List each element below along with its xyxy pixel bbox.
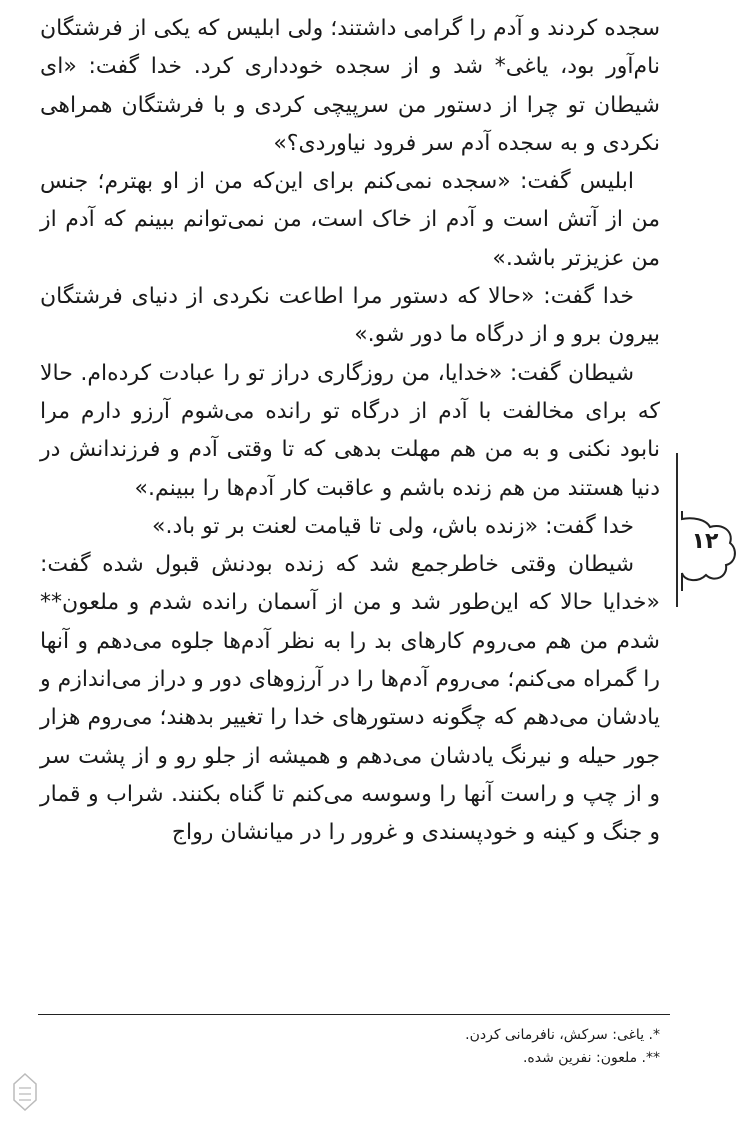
footnote-2: **. ملعون: نفرین شده. bbox=[522, 1050, 660, 1066]
margin-rule bbox=[676, 453, 678, 607]
paragraph-6: شیطان وقتی خاطرجمع شد که زنده بودنش قبول شده گفت: «خدایا حالا که این‌طور شد و من از آسمان رانده شدم و ملعون** شدم من هم می‌روم کارهای بد را به نظر آدم‌ها جلوه می‌دهم و آنها را گمراه می‌کنم؛ می‌روم آدم‌ها را در آرزوهای دور و دراز می‌اندازم و یادشان می‌دهم که چگونه دستورهای خدا را تغییر بدهند؛ می‌روم هزار جور حیله و نیرنگ یادشان می‌دهم و همیشه از جلو رو و از پشت سر و از چپ و راست آنها را وسوسه می‌کنم تا گناه بکنند. شراب و قمار و جنگ و کینه و خودپسندی و غرور را در میانشان رواج bbox=[40, 552, 660, 846]
body-text bbox=[40, 10, 660, 853]
footnote-divider bbox=[38, 1014, 670, 1015]
footnote-1: *. یاغی: سرکش، نافرمانی کردن. bbox=[465, 1027, 660, 1043]
paragraph-1: سجده کردند و آدم را گرامی داشتند؛ ولی ابلیس که یکی از فرشتگان نام‌آور بود، یاغی* شد و از سجده خودداری کرد. خدا گفت: «ای شیطان تو چرا از دستور من سرپیچی کردی و با فرشتگان همراهی نکردی و به سجده آدم سر فرود نیاوردی؟» bbox=[40, 16, 660, 156]
paragraph-4: شیطان گفت: «خدایا، من روزگاری دراز تو را عبادت کرده‌ام. حالا که برای مخالفت با آدم از درگاه تو رانده می‌شوم آرزو دارم مرا نابود نکنی و به من هم مهلت بدهی که تا وقتی آدم و فرزندانش در دنیا هستند من هم زنده باشم و عاقبت کار آدم‌ها را ببینم.» bbox=[40, 360, 660, 501]
footnotes bbox=[40, 1024, 660, 1070]
paragraph-2: ابلیس گفت: «سجده نمی‌کنم برای این‌که من از او بهترم؛ جنس من از آتش است و آدم از خاک است، من نمی‌توانم ببینم که آدم از من عزیزتر باشد.» bbox=[40, 169, 660, 271]
publisher-logo-icon bbox=[8, 1070, 42, 1116]
paragraph-5: خدا گفت: «زنده باش، ولی تا قیامت لعنت بر تو باد.» bbox=[152, 513, 634, 539]
page-number: ۱۲ bbox=[691, 529, 719, 554]
paragraph-3: خدا گفت: «حالا که دستور مرا اطاعت نکردی از دنیای فرشتگان بیرون برو و از درگاه ما دور شو.» bbox=[40, 284, 660, 348]
